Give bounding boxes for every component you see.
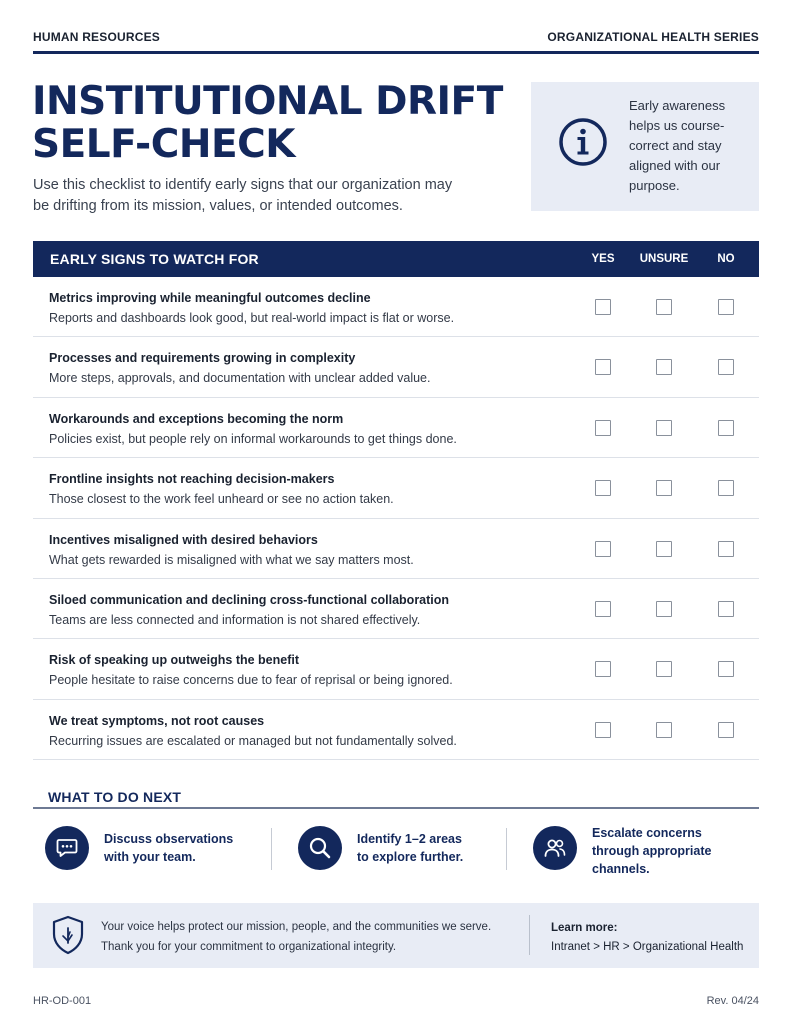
row-description: More steps, approvals, and documentation with unclear added value. — [49, 371, 431, 386]
checklist-heading: EARLY SIGNS TO WATCH FOR — [50, 251, 259, 267]
action-icon-circle — [45, 826, 89, 870]
no-checkbox[interactable] — [718, 480, 734, 496]
action-line: Identify 1–2 areas — [357, 832, 462, 846]
unsure-checkbox[interactable] — [656, 420, 672, 436]
column-yes: YES — [591, 253, 615, 265]
row-description: Those closest to the work feel unheard or see no action taken. — [49, 492, 394, 507]
action-icon-circle — [298, 826, 342, 870]
learn-more-path[interactable]: Intranet > HR > Organizational Health — [551, 941, 744, 953]
action-text — [104, 830, 244, 866]
row-title: Workarounds and exceptions becoming the norm — [49, 411, 344, 426]
section-divider — [33, 807, 759, 809]
no-checkbox[interactable] — [718, 661, 734, 677]
checklist-row — [33, 458, 759, 518]
action-text — [357, 830, 497, 866]
column-no: NO — [717, 253, 735, 265]
row-description: What gets rewarded is misaligned with what we say matters most. — [49, 552, 414, 567]
no-checkbox[interactable] — [718, 541, 734, 557]
footer-message — [101, 917, 491, 957]
department-label: HUMAN RESOURCES — [33, 30, 161, 44]
yes-checkbox[interactable] — [595, 480, 611, 496]
title-line-2: SELF-CHECK — [32, 122, 295, 167]
info-icon — [557, 116, 609, 168]
series-label: ORGANIZATIONAL HEALTH SERIES — [547, 30, 759, 44]
checklist-header — [33, 241, 759, 277]
intro-text: Use this checklist to identify early signs that our organization may be drifting from its mission, values, or intended outcomes. — [33, 177, 453, 214]
row-description: Reports and dashboards look good, but real-world impact is flat or worse. — [49, 311, 455, 325]
unsure-checkbox[interactable] — [656, 601, 672, 617]
unsure-checkbox[interactable] — [656, 299, 672, 315]
no-checkbox[interactable] — [718, 420, 734, 436]
yes-checkbox[interactable] — [595, 661, 611, 677]
row-title: Frontline insights not reaching decision-makers — [49, 472, 335, 487]
page-title — [32, 80, 502, 166]
checklist-row — [33, 277, 759, 337]
action-separator — [506, 828, 507, 870]
column-unsure: UNSURE — [639, 253, 689, 265]
row-description: People hesitate to raise concerns due to fear of reprisal or being ignored. — [49, 673, 453, 688]
action-separator — [271, 828, 272, 870]
action-line: to explore further. — [357, 850, 464, 864]
action-line: Discuss observations — [104, 832, 234, 846]
yes-checkbox[interactable] — [595, 722, 611, 738]
awareness-callout — [531, 82, 759, 211]
learn-more — [551, 919, 743, 957]
yes-checkbox[interactable] — [595, 541, 611, 557]
checklist-rows — [33, 277, 759, 760]
action-line: through appropriate — [592, 844, 712, 858]
unsure-checkbox[interactable] — [656, 722, 672, 738]
no-checkbox[interactable] — [718, 601, 734, 617]
footer-panel — [33, 903, 759, 968]
row-title: Processes and requirements growing in complexity — [49, 351, 356, 366]
row-title: Incentives misaligned with desired behaviors — [49, 532, 318, 547]
checklist-row — [33, 519, 759, 579]
no-checkbox[interactable] — [718, 722, 734, 738]
row-title: Siloed communication and declining cross-functional collaboration — [49, 592, 450, 607]
checklist-row — [33, 398, 759, 458]
row-title: We treat symptoms, not root causes — [49, 713, 265, 728]
next-steps-heading: WHAT TO DO NEXT — [48, 789, 182, 805]
row-title: Risk of speaking up outweighs the benefit — [49, 653, 300, 668]
action-icon-circle — [533, 826, 577, 870]
action-line: Escalate concerns — [592, 826, 702, 840]
search-icon — [308, 836, 332, 860]
footer-line: Your voice helps protect our mission, people, and the communities we serve. — [101, 921, 492, 933]
action-line: channels. — [592, 862, 650, 876]
shield-icon — [51, 915, 85, 955]
row-description: Policies exist, but people rely on informal workarounds to get things done. — [49, 431, 457, 446]
unsure-checkbox[interactable] — [656, 541, 672, 557]
no-checkbox[interactable] — [718, 359, 734, 375]
row-description: Recurring issues are escalated or managed but not fundamentally solved. — [49, 733, 457, 748]
checklist-row — [33, 639, 759, 699]
footer-line: Thank you for your commitment to organizational integrity. — [101, 941, 397, 953]
unsure-checkbox[interactable] — [656, 480, 672, 496]
action-text — [592, 824, 732, 878]
people-icon — [543, 836, 567, 860]
revision-label: Rev. 04/24 — [706, 995, 759, 1007]
document-id: HR-OD-001 — [33, 995, 92, 1007]
yes-checkbox[interactable] — [595, 420, 611, 436]
no-checkbox[interactable] — [718, 299, 734, 315]
callout-text: Early awareness helps us course-correct and stay aligned with our purpose. — [629, 98, 726, 193]
top-header — [33, 30, 759, 54]
chat-bubble-icon — [55, 836, 79, 860]
action-escalate — [533, 824, 753, 876]
unsure-checkbox[interactable] — [656, 661, 672, 677]
checklist-row — [33, 337, 759, 397]
row-description: Teams are less connected and information is not shared effectively. — [49, 612, 421, 627]
checklist-row — [33, 579, 759, 639]
row-title: Metrics improving while meaningful outcomes decline — [49, 291, 371, 305]
unsure-checkbox[interactable] — [656, 359, 672, 375]
yes-checkbox[interactable] — [595, 359, 611, 375]
footer-separator — [529, 915, 530, 955]
yes-checkbox[interactable] — [595, 299, 611, 315]
action-identify — [298, 824, 498, 876]
action-line: with your team. — [104, 850, 196, 864]
action-discuss — [45, 824, 245, 876]
learn-more-label: Learn more: — [551, 922, 618, 934]
title-line-1: INSTITUTIONAL DRIFT — [32, 79, 503, 124]
checklist-row — [33, 700, 759, 760]
yes-checkbox[interactable] — [595, 601, 611, 617]
